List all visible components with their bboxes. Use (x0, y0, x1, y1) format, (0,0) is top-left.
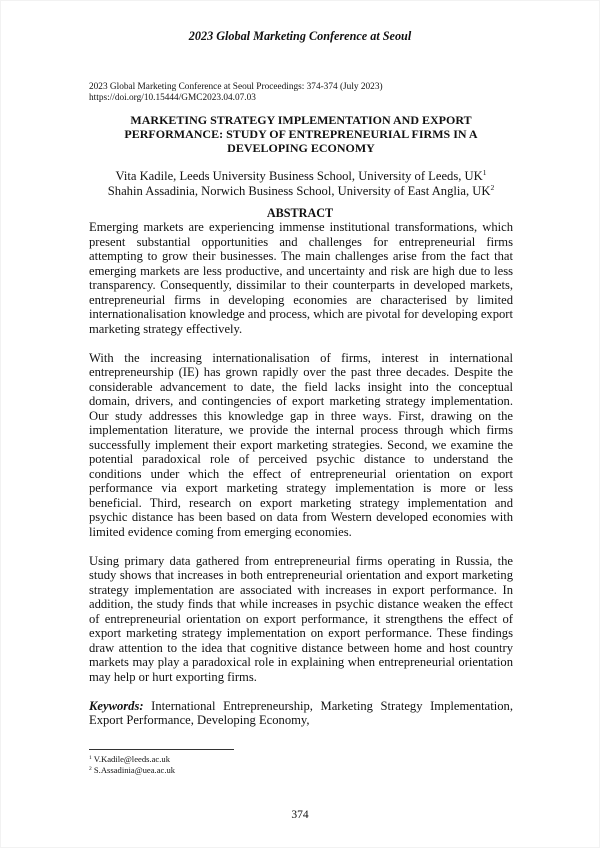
abstract-body (89, 220, 513, 742)
footnote (89, 754, 175, 765)
paper-page (1, 1, 599, 847)
title-line: PERFORMANCE: STUDY OF ENTREPRENEURIAL FIRMS IN A (124, 127, 478, 141)
proceedings-citation: 2023 Global Marketing Conference at Seoul Proceedings: 374-374 (July 2023) (89, 82, 383, 92)
abstract-paragraph: Using primary data gathered from entrepreneurial firms operating in Russia, the study shows that increases in both entrepreneurial orientation and export marketing strategy implementation are associated with increases in export performance. In addition, the study finds that while increases in psychic distance weaken the effect of entrepreneurial orientation on export performance, it strengthens the effect of export marketing strategy implementation on export performance. These findings draw attention to the idea that cognitive distance between home and host country markets may play a paradoxical role in explaining when entrepreneurial orientation may help or hurt exporting firms. (89, 553, 513, 684)
footnote-number: 1 (89, 755, 92, 761)
footnote-divider (89, 749, 234, 750)
page-number: 374 (291, 809, 309, 821)
footnote-email[interactable]: S.Assadinia@uea.ac.uk (91, 765, 176, 775)
footnote-email[interactable]: V.Kadile@leeds.ac.uk (91, 754, 170, 764)
footnote-mark: 1 (482, 168, 487, 177)
abstract-paragraph: With the increasing internationalisation of firms, interest in international entrepreneurship (IE) has grown rapidly over the past three decades. Despite the considerable advancement to date, the field lacks insight into the conceptual domain, drivers, and contingencies of export marketing strategy implementation. Our study addresses this knowledge gap in three ways. First, drawing on the implementation literature, we provide the internal process through which firms successfully implement their export marketing strategies. Second, we examine the potential paradoxical role of perceived psychic distance to understand the conditions under which the effect of entrepreneurial orientation on export performance via export marketing strategy implementation is more or less beneficial. Third, research on export marketing strategy implementation and psychic distance has been based on data from Western developed economies with limited evidence coming from emerging economies. (89, 350, 513, 539)
author-affiliation: Vita Kadile, Leeds University Business School, University of Leeds, UK (115, 169, 483, 183)
proceedings-info (89, 82, 383, 104)
footnotes (89, 754, 175, 776)
footnote (89, 765, 175, 776)
author-affiliation: Shahin Assadinia, Norwich Business School, University of East Anglia, UK (107, 183, 491, 198)
keywords-label: Keywords: (89, 698, 144, 713)
footnote-number: 2 (89, 766, 92, 772)
title-line: DEVELOPING ECONOMY (227, 141, 375, 155)
keywords-text: International Entrepreneurship, Marketing Strategy Implementation, Export Performance, Developing Economy, (89, 698, 513, 727)
footnote-mark: 2 (490, 182, 495, 192)
abstract-heading: ABSTRACT (266, 206, 334, 220)
abstract-paragraph: Emerging markets are experiencing immense institutional transformations, which present substantial opportunities and challenges for entrepreneurial firms attempting to grow their businesses. The main challenges arise from the fact that emerging markets are less productive, and uncertainty and risk are high due to less transparency. Consequently, dissimilar to their counterparts in developed markets, entrepreneurial firms in developing economies are characterised by limited internationalisation knowledge and process, which are pivotal for developing export marketing strategy effectively. (89, 220, 513, 336)
keywords (89, 699, 513, 728)
author-line (61, 169, 541, 184)
doi-link[interactable]: https://doi.org/10.15444/GMC2023.04.07.03 (89, 93, 256, 103)
author-list (61, 169, 541, 198)
author-line (61, 184, 541, 199)
title-line: MARKETING STRATEGY IMPLEMENTATION AND EXPORT (130, 113, 472, 127)
paper-title (89, 113, 513, 155)
running-header: 2023 Global Marketing Conference at Seoul (188, 29, 412, 43)
